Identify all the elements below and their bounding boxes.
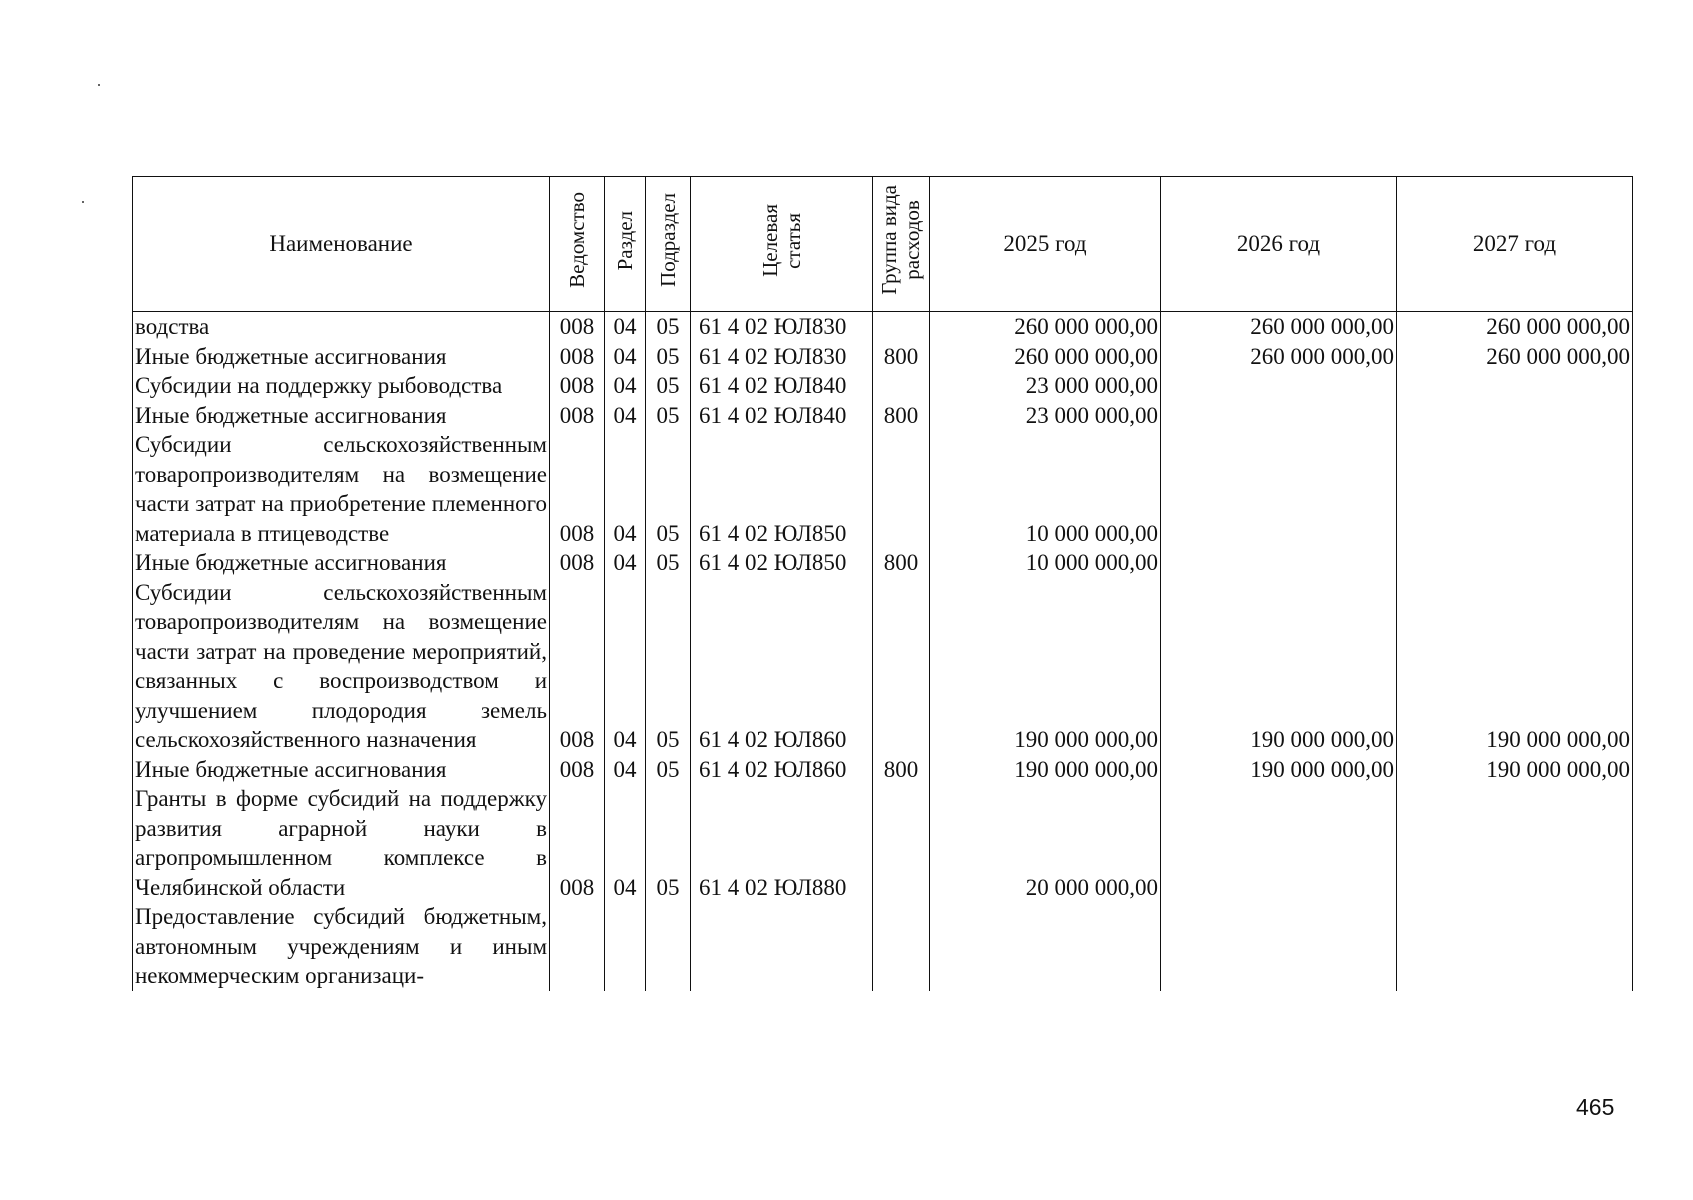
cell-celevaya: 61 4 02 ЮЛ840	[691, 401, 873, 431]
cell-2027: 190 000 000,00	[1397, 578, 1633, 755]
cell-podrazdel: 05	[646, 312, 691, 342]
cell-name: Иные бюджетные ассигнования	[133, 342, 550, 372]
cell-2026	[1161, 401, 1397, 431]
cell-2025: 260 000 000,00	[930, 342, 1161, 372]
table-row	[133, 784, 1633, 902]
cell-2027	[1397, 430, 1633, 548]
cell-name: Иные бюджетные ассигнования	[133, 548, 550, 578]
header-name: Наименование	[133, 177, 550, 312]
cell-vedomstvo: 008	[550, 755, 605, 785]
cell-2025: 190 000 000,00	[930, 578, 1161, 755]
scan-speck	[98, 84, 100, 86]
header-razdel: Раздел	[605, 177, 646, 312]
cell-celevaya: 61 4 02 ЮЛ830	[691, 312, 873, 342]
header-celevaya: Целевая статья	[691, 177, 873, 312]
scan-speck	[82, 201, 84, 203]
cell-vedomstvo: 008	[550, 312, 605, 342]
cell-celevaya: 61 4 02 ЮЛ850	[691, 430, 873, 548]
header-2027: 2027 год	[1397, 177, 1633, 312]
cell-celevaya	[691, 902, 873, 991]
header-vedomstvo: Ведомство	[550, 177, 605, 312]
cell-vedomstvo: 008	[550, 401, 605, 431]
cell-gruppa	[873, 312, 930, 342]
cell-vedomstvo: 008	[550, 342, 605, 372]
cell-podrazdel: 05	[646, 401, 691, 431]
cell-2027: 190 000 000,00	[1397, 755, 1633, 785]
cell-vedomstvo	[550, 902, 605, 991]
cell-2027	[1397, 548, 1633, 578]
cell-2026: 260 000 000,00	[1161, 342, 1397, 372]
table-row	[133, 371, 1633, 401]
cell-podrazdel: 05	[646, 342, 691, 372]
table-row	[133, 755, 1633, 785]
cell-gruppa: 800	[873, 755, 930, 785]
table-row	[133, 430, 1633, 548]
cell-vedomstvo: 008	[550, 578, 605, 755]
cell-2027: 260 000 000,00	[1397, 342, 1633, 372]
cell-celevaya: 61 4 02 ЮЛ840	[691, 371, 873, 401]
cell-2025: 190 000 000,00	[930, 755, 1161, 785]
cell-celevaya: 61 4 02 ЮЛ830	[691, 342, 873, 372]
cell-2026: 190 000 000,00	[1161, 755, 1397, 785]
cell-podrazdel: 05	[646, 430, 691, 548]
header-row	[133, 177, 1633, 312]
cell-gruppa: 800	[873, 548, 930, 578]
table-row	[133, 401, 1633, 431]
cell-gruppa: 800	[873, 401, 930, 431]
cell-vedomstvo: 008	[550, 430, 605, 548]
cell-2026	[1161, 902, 1397, 991]
cell-2026	[1161, 548, 1397, 578]
cell-2025: 260 000 000,00	[930, 312, 1161, 342]
cell-podrazdel: 05	[646, 578, 691, 755]
cell-2026: 190 000 000,00	[1161, 578, 1397, 755]
cell-vedomstvo: 008	[550, 371, 605, 401]
cell-celevaya: 61 4 02 ЮЛ860	[691, 755, 873, 785]
cell-name: водства	[133, 312, 550, 342]
cell-razdel	[605, 902, 646, 991]
table-row	[133, 902, 1633, 991]
cell-podrazdel: 05	[646, 784, 691, 902]
table-row	[133, 578, 1633, 755]
cell-podrazdel	[646, 902, 691, 991]
cell-razdel: 04	[605, 755, 646, 785]
cell-podrazdel: 05	[646, 548, 691, 578]
cell-gruppa	[873, 784, 930, 902]
cell-2027	[1397, 371, 1633, 401]
cell-name: Иные бюджетные ассигнования	[133, 401, 550, 431]
cell-razdel: 04	[605, 548, 646, 578]
cell-razdel: 04	[605, 312, 646, 342]
cell-2027	[1397, 902, 1633, 991]
header-2025: 2025 год	[930, 177, 1161, 312]
cell-gruppa	[873, 371, 930, 401]
cell-gruppa: 800	[873, 342, 930, 372]
cell-2025: 20 000 000,00	[930, 784, 1161, 902]
cell-2025: 23 000 000,00	[930, 371, 1161, 401]
cell-podrazdel: 05	[646, 371, 691, 401]
cell-2026	[1161, 371, 1397, 401]
cell-2026	[1161, 430, 1397, 548]
cell-2027	[1397, 784, 1633, 902]
table-row	[133, 548, 1633, 578]
cell-2027	[1397, 401, 1633, 431]
cell-2026: 260 000 000,00	[1161, 312, 1397, 342]
header-2026: 2026 год	[1161, 177, 1397, 312]
table-row	[133, 342, 1633, 372]
cell-vedomstvo: 008	[550, 784, 605, 902]
cell-razdel: 04	[605, 371, 646, 401]
cell-razdel: 04	[605, 401, 646, 431]
header-podrazdel: Подраздел	[646, 177, 691, 312]
cell-gruppa	[873, 578, 930, 755]
cell-2027: 260 000 000,00	[1397, 312, 1633, 342]
cell-2025: 10 000 000,00	[930, 430, 1161, 548]
cell-razdel: 04	[605, 430, 646, 548]
cell-celevaya: 61 4 02 ЮЛ860	[691, 578, 873, 755]
cell-podrazdel: 05	[646, 755, 691, 785]
cell-name: Субсидии сельскохозяйственным товаропроизводителям на возмещение части затрат на проведение мероприятий, связанных с воспроизводством и улучшением плодородия земель сельскохозяйственного назначения	[133, 578, 550, 755]
cell-2025	[930, 902, 1161, 991]
budget-table	[132, 176, 1633, 991]
table-body	[133, 312, 1633, 991]
cell-name: Предоставление субсидий бюджетным, автономным учреждениям и иным некоммерческим организаци-	[133, 902, 550, 991]
cell-razdel: 04	[605, 578, 646, 755]
cell-name: Субсидии на поддержку рыбоводства	[133, 371, 550, 401]
page-number: 465	[1576, 1094, 1615, 1120]
cell-2026	[1161, 784, 1397, 902]
cell-gruppa	[873, 430, 930, 548]
cell-2025: 10 000 000,00	[930, 548, 1161, 578]
cell-celevaya: 61 4 02 ЮЛ850	[691, 548, 873, 578]
cell-name: Иные бюджетные ассигнования	[133, 755, 550, 785]
cell-razdel: 04	[605, 342, 646, 372]
header-gruppa: Группа вида расходов	[873, 177, 930, 312]
table-row	[133, 312, 1633, 342]
cell-vedomstvo: 008	[550, 548, 605, 578]
cell-celevaya: 61 4 02 ЮЛ880	[691, 784, 873, 902]
cell-name: Гранты в форме субсидий на поддержку развития аграрной науки в агропромышленном комплексе в Челябинской области	[133, 784, 550, 902]
cell-gruppa	[873, 902, 930, 991]
cell-razdel: 04	[605, 784, 646, 902]
cell-2025: 23 000 000,00	[930, 401, 1161, 431]
cell-name: Субсидии сельскохозяйственным товаропроизводителям на возмещение части затрат на приобретение племенного материала в птицеводстве	[133, 430, 550, 548]
